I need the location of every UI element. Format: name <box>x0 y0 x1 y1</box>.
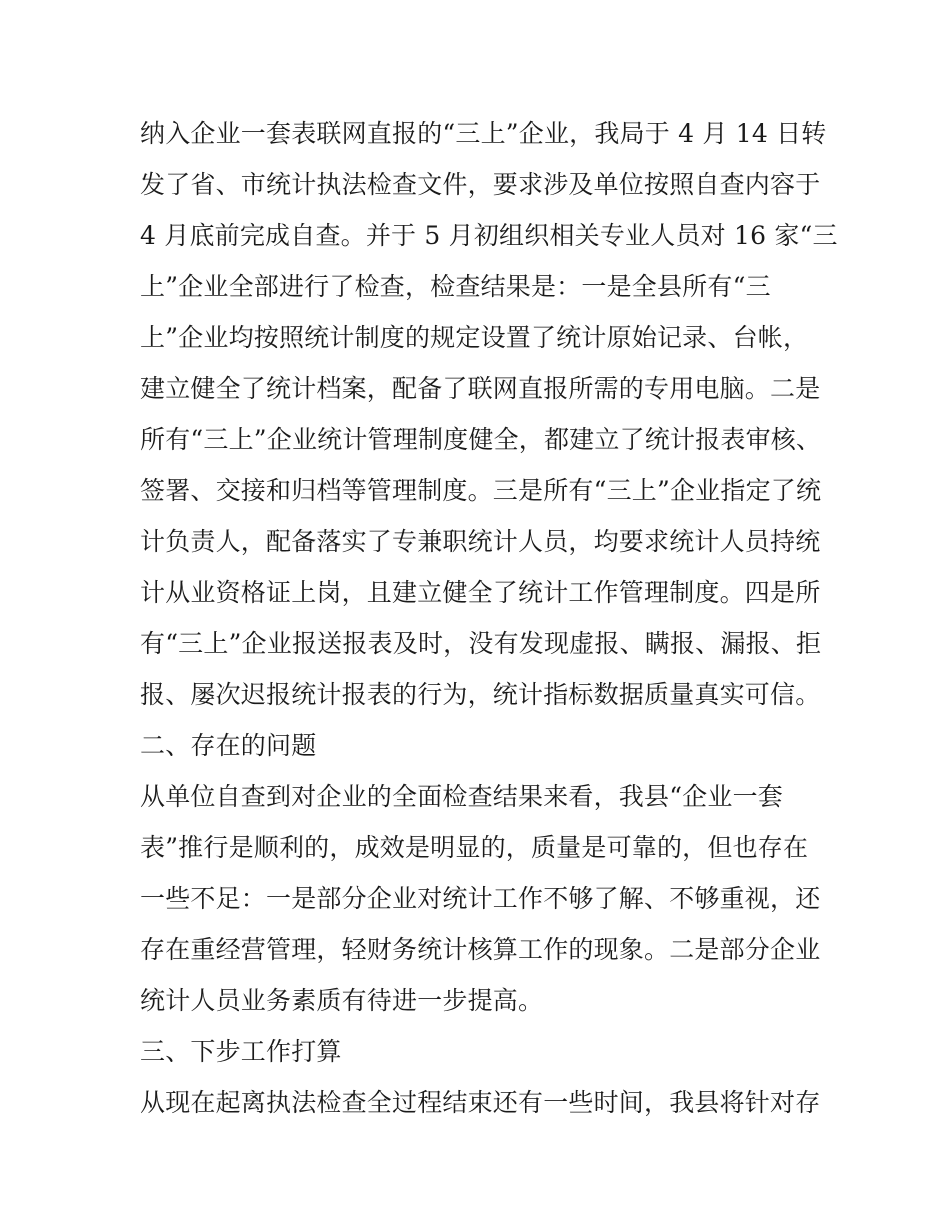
body-text-line: 纳入企业一套表联网直报的“三上”企业，我局于 4 月 14 日转 <box>140 119 827 148</box>
body-text-line: 有“三上”企业报送报表及时，没有发现虚报、瞒报、漏报、拒 <box>140 629 822 658</box>
body-text-line: 4 月底前完成自查。并于 5 月初组织相关专业人员对 16 家“三 <box>140 221 838 250</box>
body-text-line: 统计人员业务素质有待进一步提高。 <box>140 986 544 1015</box>
body-text-line: 签署、交接和归档等管理制度。三是所有“三上”企业指定了统 <box>140 476 822 505</box>
body-text-line: 发了省、市统计执法检查文件，要求涉及单位按照自查内容于 <box>140 170 821 199</box>
body-text-line: 上”企业全部进行了检查，检查结果是：一是全县所有“三 <box>140 272 771 301</box>
body-text-line: 存在重经营管理，轻财务统计核算工作的现象。二是部分企业 <box>140 935 821 964</box>
body-text-line: 建立健全了统计档案，配备了联网直报所需的专用电脑。二是 <box>140 374 821 403</box>
body-text-line: 计负责人，配备落实了专兼职统计人员，均要求统计人员持统 <box>140 527 821 556</box>
document-body <box>140 108 838 1128</box>
section-heading-next-steps: 三、下步工作打算 <box>140 1037 342 1066</box>
body-text-line: 报、屡次迟报统计报表的行为，统计指标数据质量真实可信。 <box>140 680 821 709</box>
section-heading-problems: 二、存在的问题 <box>140 731 317 760</box>
body-text-line: 从现在起离执法检查全过程结束还有一些时间，我县将针对存 <box>140 1088 821 1117</box>
body-text-line: 上”企业均按照统计制度的规定设置了统计原始记录、台帐， <box>140 323 809 352</box>
body-text-line: 一些不足：一是部分企业对统计工作不够了解、不够重视，还 <box>140 884 821 913</box>
body-text-line: 计从业资格证上岗，且建立健全了统计工作管理制度。四是所 <box>140 578 821 607</box>
body-text-line: 所有“三上”企业统计管理制度健全，都建立了统计报表审核、 <box>140 425 822 454</box>
body-text-line: 从单位自查到对企业的全面检查结果来看，我县“企业一套 <box>140 782 783 811</box>
body-text-line: 表”推行是顺利的，成效是明显的，质量是可靠的，但也存在 <box>140 833 809 862</box>
